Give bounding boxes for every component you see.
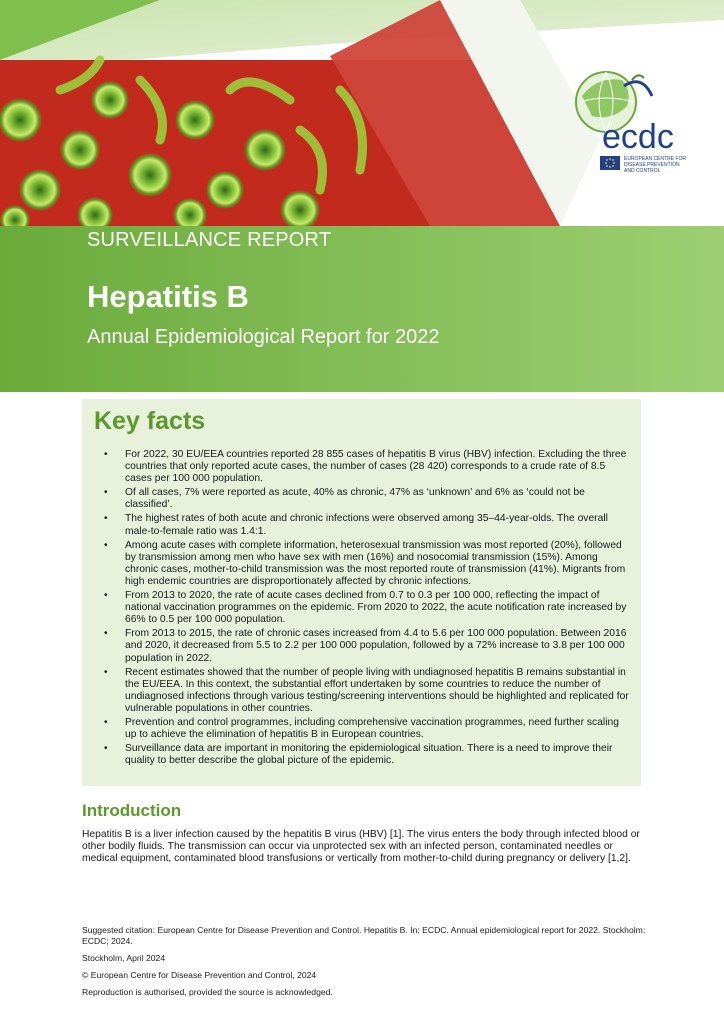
bullet-icon: •: [104, 716, 108, 728]
ecdc-logo: [572, 66, 696, 180]
key-fact-text: Recent estimates showed that the number of people living with undiagnosed hepatitis B remains substantial in the EU/EEA. In this context, the substantial effort undertaken by some countries to reduce the number of undiagnosed infections through various testing/screening interventions should be highlighted and replicated for vulnerable populations in other countries.: [125, 666, 629, 714]
logo-line-1: EUROPEAN CENTRE FOR: [624, 156, 686, 162]
page-subtitle: Annual Epidemiological Report for 2022: [87, 326, 440, 348]
copyright: © European Centre for Disease Prevention and Control, 2024: [82, 970, 317, 980]
list-item: [82, 540, 630, 588]
reproduction-notice: Reproduction is authorised, provided the source is acknowledged.: [82, 987, 333, 997]
key-facts-box: [82, 399, 641, 786]
logo-line-3: AND CONTROL: [624, 168, 661, 174]
key-fact-text: Prevention and control programmes, including comprehensive vaccination programmes, need further scaling up to achieve the elimination of hepatitis B in European countries.: [125, 716, 619, 741]
cover-header: [0, 0, 724, 392]
key-fact-text: Surveillance data are important in monitoring the epidemiological situation. There is a need to improve their quality to better describe the global picture of the epidemic.: [125, 743, 613, 767]
list-item: [82, 743, 630, 767]
key-fact-text: From 2013 to 2015, the rate of chronic cases increased from 4.4 to 5.6 per 100 000 population. Between 2016 and 2020, it decreased from 5.5 to 2.2 per 100 000 population, followed by a 72% increase to 3.8 per 100 000 population in 2022.: [125, 628, 627, 664]
introduction-text: Hepatitis B is a liver infection caused by the hepatitis B virus (HBV) [1]. The virus enters the body through infected blood or other bodily fluids. The transmission can occur via unprotected sex with an infected person, contaminated needles or medical equipment, contaminated blood transfusions or vertically from mother-to-child during pregnancy or delivery [1,2].: [82, 829, 640, 865]
list-item: [82, 628, 630, 664]
list-item: [82, 590, 630, 626]
place-date: Stockholm, April 2024: [82, 953, 166, 963]
bullet-icon: •: [104, 628, 108, 640]
bullet-icon: •: [104, 487, 108, 499]
bullet-icon: •: [104, 539, 108, 551]
bullet-icon: •: [104, 513, 108, 525]
bullet-icon: •: [104, 666, 108, 678]
key-fact-text: The highest rates of both acute and chronic infections were observed among 35–44-year-olds. The overall male-to-female ratio was 1.4:1.: [125, 513, 608, 537]
list-item: [82, 449, 630, 485]
list-item: [82, 667, 630, 715]
bullet-icon: •: [104, 449, 108, 460]
list-item: [82, 487, 630, 511]
key-facts-list: [82, 449, 630, 769]
key-facts-heading: Key facts: [94, 407, 206, 435]
logo-wordmark: ecdc: [602, 118, 674, 156]
key-fact-text: From 2013 to 2020, the rate of acute cases declined from 0.7 to 0.3 per 100 000, reflecting the impact of national vaccination programmes on the epidemic. From 2020 to 2022, the acute notification rate increased by 66% to 0.5 per 100 000 population.: [125, 590, 627, 626]
citation: Suggested citation: European Centre for Disease Prevention and Control. Hepatitis B. In: ECDC. Annual epidemiological report for 2022. Stockholm: ECDC; 2024.: [82, 925, 646, 946]
key-fact-text: Among acute cases with complete information, heterosexual transmission was most reported (20%), followed by transmission among men who have sex with men (16%) and nosocomial transmission (15%). Among chronic cases, mother-to-child transmission was the most reported route of transmission (41%). Migrants from high endemic countries are disproportionately affected by chronic infections.: [125, 539, 626, 587]
footer: [82, 925, 647, 1004]
bullet-icon: •: [104, 590, 108, 602]
page-title: Hepatitis B: [87, 279, 249, 314]
bullet-icon: •: [104, 743, 108, 755]
list-item: [82, 513, 630, 537]
key-fact-text: Of all cases, 7% were reported as acute, 40% as chronic, 47% as ‘unknown’ and 6% as ‘could not be classified’.: [125, 487, 585, 511]
report-type: SURVEILLANCE REPORT: [87, 229, 332, 251]
ecdc-logo-graphic: [572, 66, 696, 180]
key-fact-text: For 2022, 30 EU/EEA countries reported 28 855 cases of hepatitis B virus (HBV) infection. Excluding the three countries that only reported acute cases, the number of cases (28 420) corresponds to a crude rate of 8.5 cases per 100 000 population.: [125, 449, 627, 485]
list-item: [82, 717, 630, 741]
introduction-heading: Introduction: [82, 801, 182, 820]
logo-line-2: DISEASE PREVENTION: [624, 162, 680, 168]
